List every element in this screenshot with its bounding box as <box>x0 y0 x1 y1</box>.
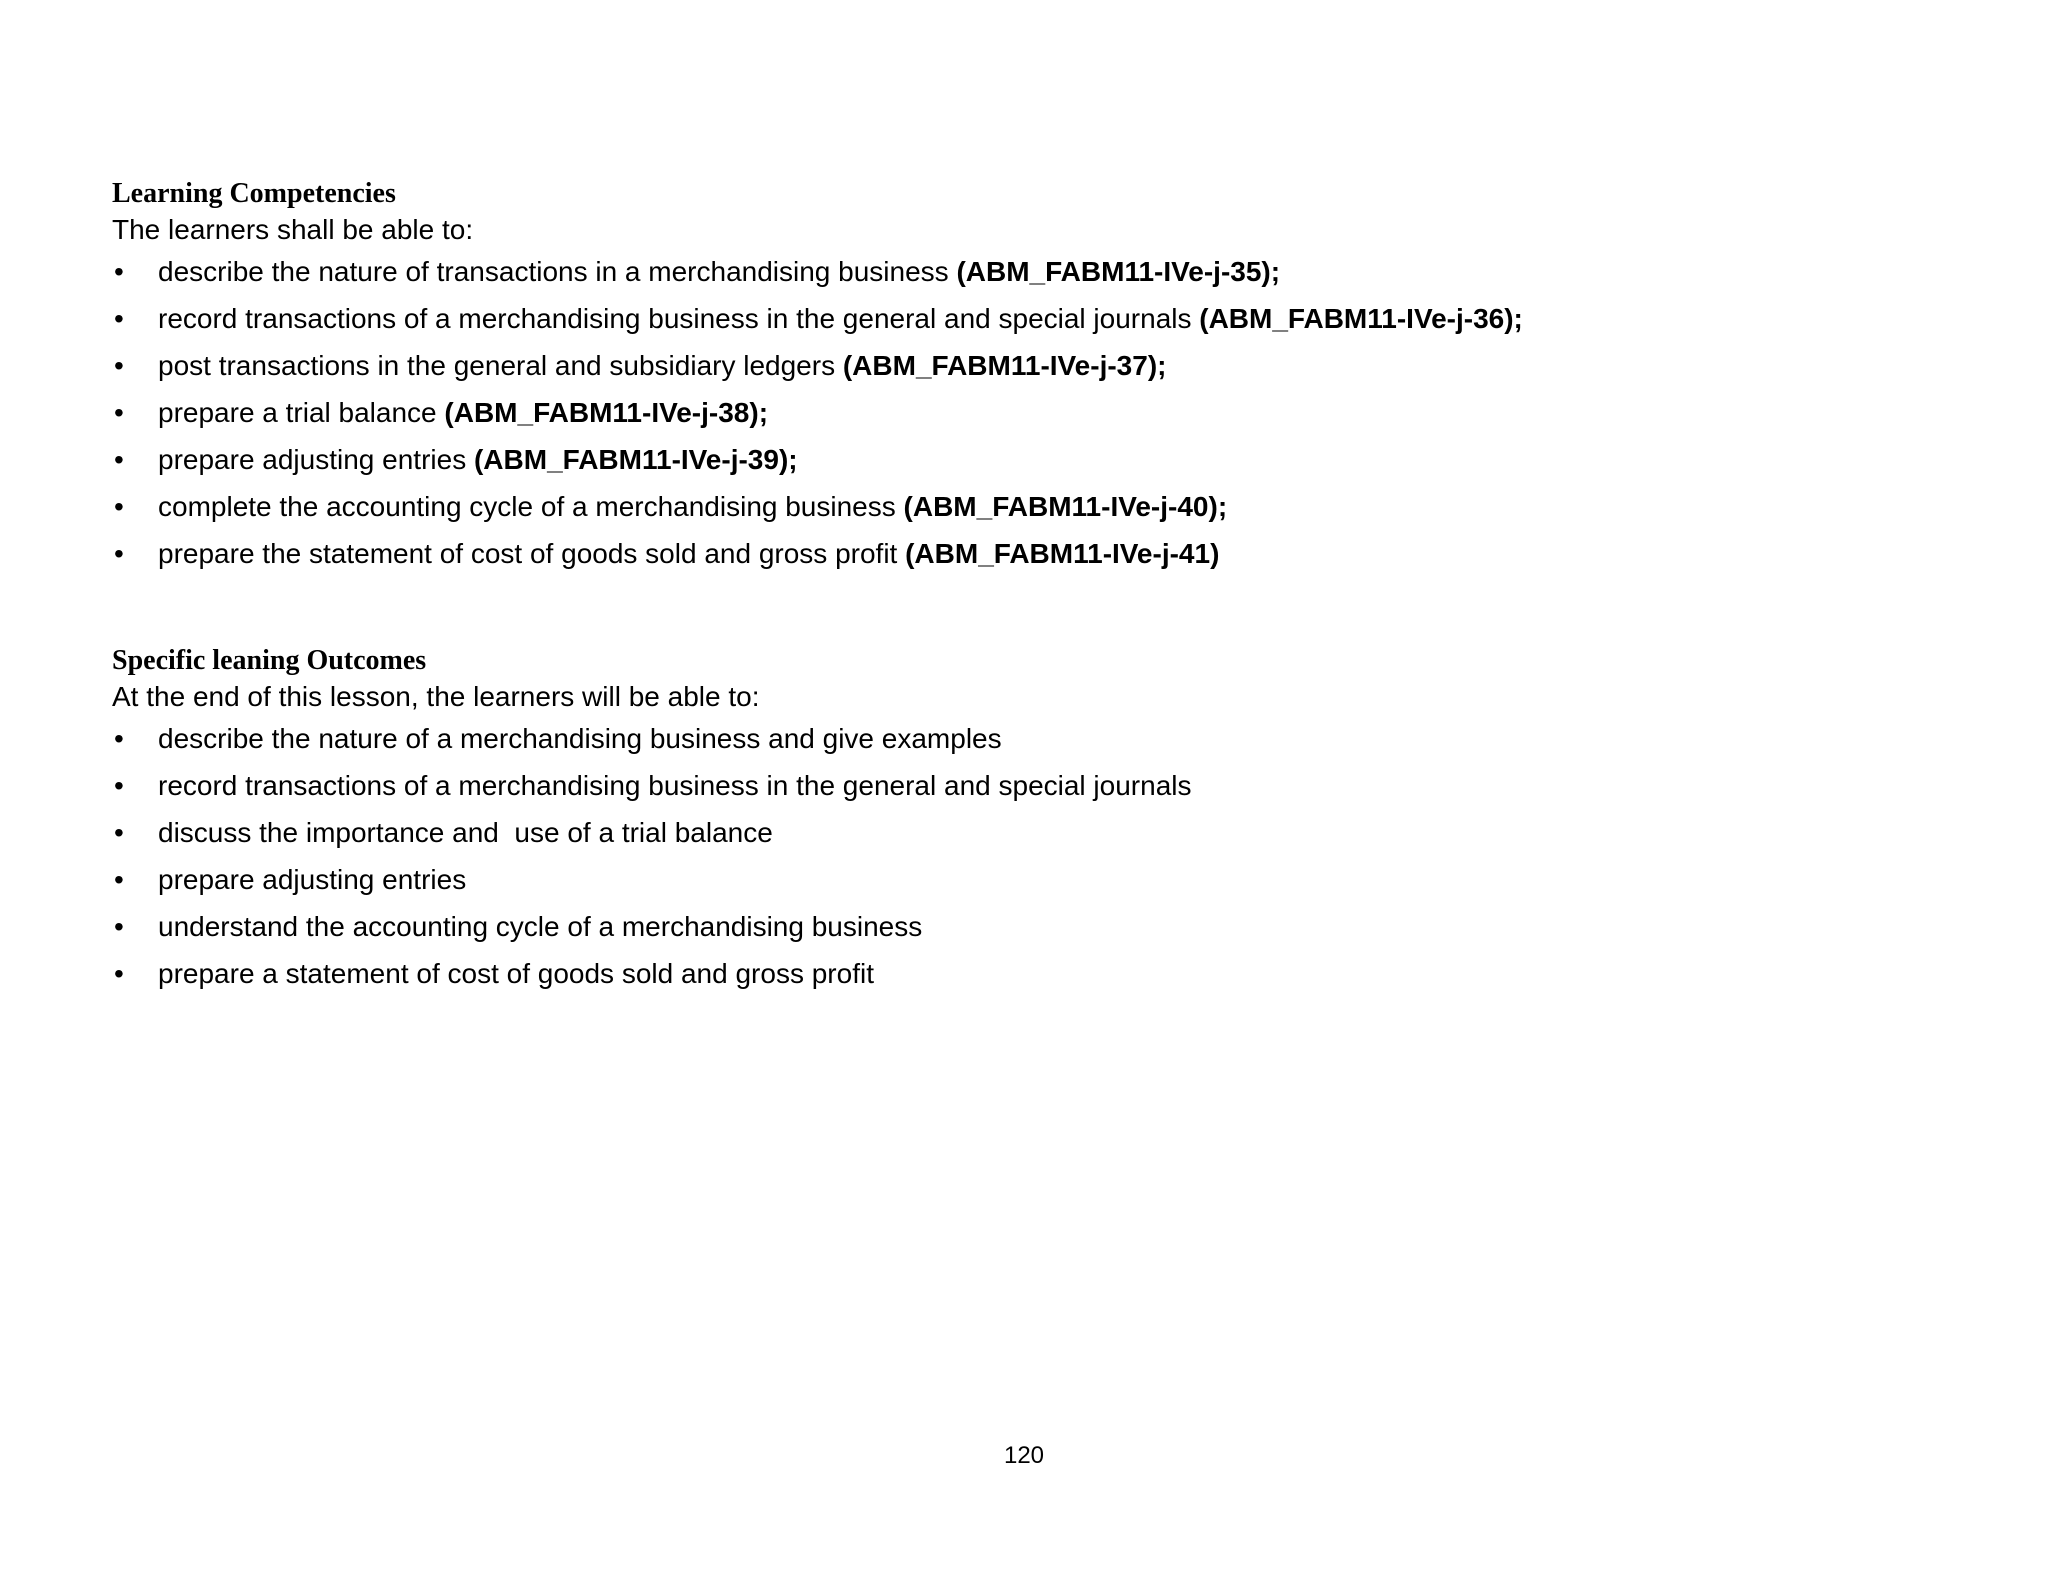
learning-competencies-section <box>112 176 2012 577</box>
bullet-icon: • <box>114 444 124 475</box>
outcome-text: prepare adjusting entries <box>158 864 467 895</box>
competency-code: (ABM_FABM11-IVe-j-41) <box>905 538 1220 569</box>
specific-outcomes-intro: At the end of this lesson, the learners will be able to: <box>112 681 760 712</box>
outcome-text: understand the accounting cycle of a merchandising business <box>158 911 923 942</box>
outcome-item <box>112 809 2012 856</box>
competency-item <box>112 483 2012 530</box>
bullet-icon: • <box>114 350 124 381</box>
competency-item <box>112 530 2012 577</box>
competency-item <box>112 436 2012 483</box>
outcome-item <box>112 715 2012 762</box>
outcome-text: prepare a statement of cost of goods sold and gross profit <box>158 958 874 989</box>
competency-code: (ABM_FABM11-IVe-j-36); <box>1199 303 1523 334</box>
outcome-text: discuss the importance and use of a trial balance <box>158 817 773 848</box>
competency-text: prepare the statement of cost of goods sold and gross profit <box>158 538 906 569</box>
bullet-icon: • <box>114 817 124 848</box>
bullet-icon: • <box>114 864 124 895</box>
learning-competencies-intro: The learners shall be able to: <box>112 214 474 245</box>
competency-item <box>112 248 2012 295</box>
competency-text: post transactions in the general and subsidiary ledgers <box>158 350 843 381</box>
outcome-item <box>112 762 2012 809</box>
outcome-item <box>112 950 2012 997</box>
learning-competencies-heading: Learning Competencies <box>112 178 396 209</box>
competency-text: record transactions of a merchandising business in the general and special journals <box>158 303 1200 334</box>
outcome-text: record transactions of a merchandising business in the general and special journals <box>158 770 1192 801</box>
competency-text: describe the nature of transactions in a merchandising business <box>158 256 957 287</box>
bullet-icon: • <box>114 723 124 754</box>
outcome-item <box>112 903 2012 950</box>
bullet-icon: • <box>114 397 124 428</box>
competency-code: (ABM_FABM11-IVe-j-37); <box>842 350 1167 381</box>
specific-outcomes-heading: Specific leaning Outcomes <box>112 645 427 676</box>
specific-outcomes-list <box>112 715 2012 997</box>
competency-code: (ABM_FABM11-IVe-j-39); <box>473 444 798 475</box>
learning-competencies-list <box>112 248 2012 577</box>
competency-text: prepare adjusting entries <box>158 444 474 475</box>
competency-text: prepare a trial balance <box>158 397 445 428</box>
page-number: 120 <box>1003 1442 1045 1469</box>
bullet-icon: • <box>114 256 124 287</box>
bullet-icon: • <box>114 303 124 334</box>
bullet-icon: • <box>114 770 124 801</box>
competency-code: (ABM_FABM11-IVe-j-40); <box>903 491 1228 522</box>
competency-item <box>112 295 2012 342</box>
bullet-icon: • <box>114 538 124 569</box>
competency-item <box>112 389 2012 436</box>
specific-outcomes-section <box>112 643 2012 997</box>
outcome-item <box>112 856 2012 903</box>
bullet-icon: • <box>114 958 124 989</box>
competency-code: (ABM_FABM11-IVe-j-35); <box>956 256 1281 287</box>
bullet-icon: • <box>114 911 124 942</box>
competency-item <box>112 342 2012 389</box>
bullet-icon: • <box>114 491 124 522</box>
competency-text: complete the accounting cycle of a merchandising business <box>158 491 904 522</box>
outcome-text: describe the nature of a merchandising business and give examples <box>158 723 1002 754</box>
competency-code: (ABM_FABM11-IVe-j-38); <box>444 397 769 428</box>
